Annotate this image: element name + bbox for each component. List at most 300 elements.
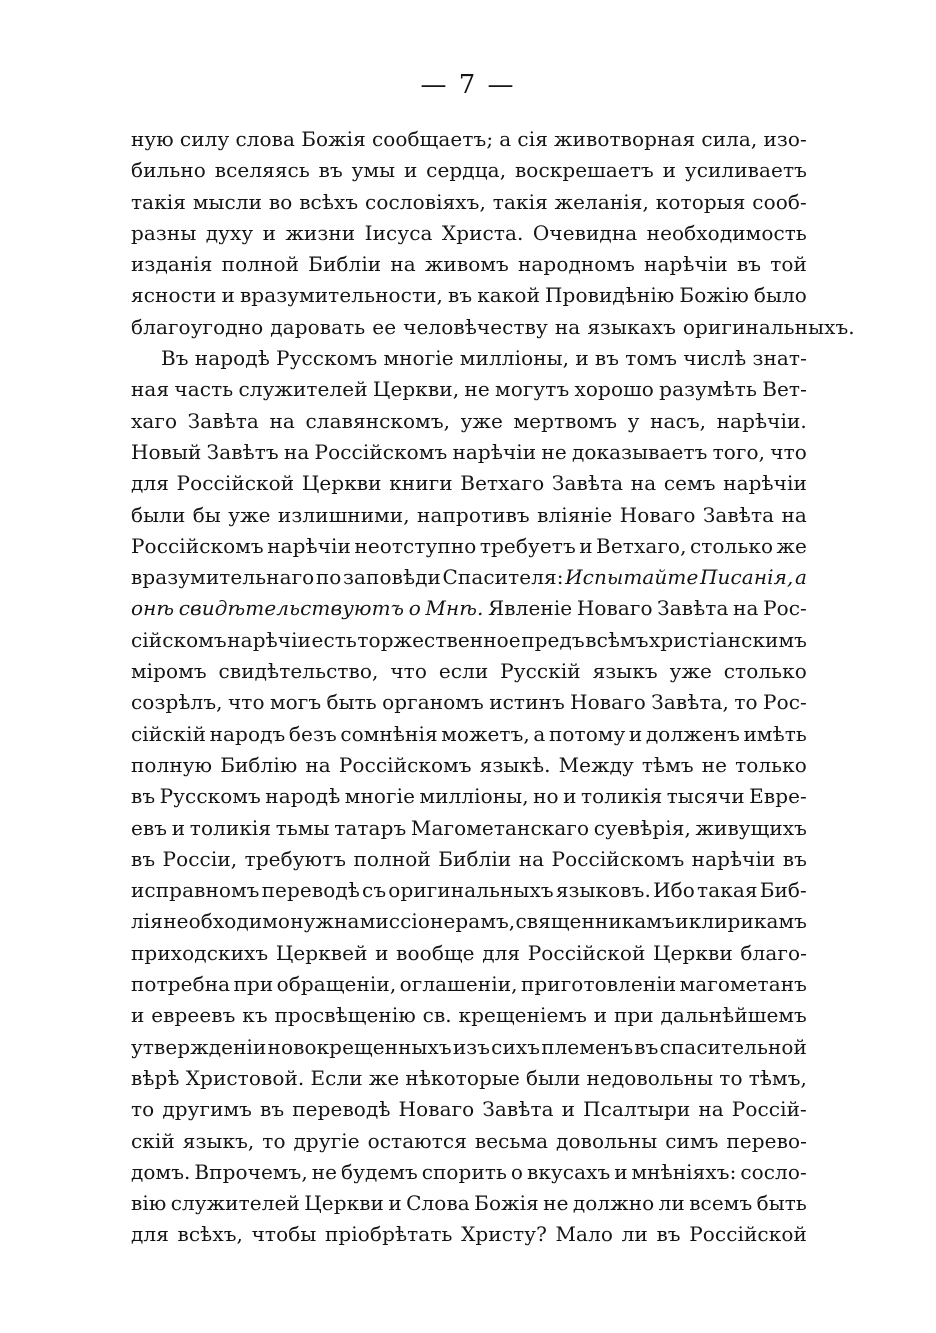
word: оригинальныхъ. (682, 314, 855, 339)
word: мнѣніяхъ: (631, 1159, 737, 1184)
word: сердца, (426, 158, 507, 183)
word: напротивъ (417, 502, 530, 527)
word: на (733, 596, 759, 621)
word: даровать (270, 314, 366, 339)
word: христіанскимъ (649, 627, 807, 652)
word: довольны (556, 1128, 658, 1153)
word: какой (477, 283, 540, 308)
word: вліяніе (537, 502, 613, 527)
word: Россійскомъ (131, 533, 264, 558)
word: не (464, 377, 490, 402)
word: свидѣтельствуютъ (178, 596, 405, 621)
word: у (627, 408, 640, 433)
word: Ветхаго (460, 471, 545, 496)
word: а (533, 721, 546, 746)
text-line (131, 1000, 807, 1031)
word: Христа. (441, 220, 524, 245)
word: вразумительнаго (131, 565, 315, 590)
word: ную (131, 127, 174, 151)
text-line (131, 531, 807, 562)
word: на (518, 846, 545, 871)
word: требуетъ (479, 533, 576, 558)
word: домъ. (131, 1159, 191, 1184)
word: что (390, 659, 427, 684)
word: миссіонерамъ, (359, 909, 516, 934)
word: на (305, 752, 331, 777)
word: а (794, 565, 807, 590)
word: Божія (474, 1191, 539, 1216)
word: сія (517, 127, 548, 151)
word: на (630, 471, 657, 496)
word: благо- (740, 940, 807, 965)
word: и (262, 220, 277, 245)
word: евреевъ (151, 1003, 236, 1028)
word: изданія (131, 252, 213, 277)
word: столько (723, 659, 807, 684)
word: Завѣта (187, 408, 259, 433)
word: и (662, 158, 677, 183)
word: заповѣди (343, 565, 441, 590)
word: Библіи (438, 846, 512, 871)
word: Ибо (653, 878, 695, 903)
word: для (482, 940, 521, 965)
word: были (131, 502, 186, 527)
word: хаго (131, 408, 178, 433)
text-line (131, 719, 807, 750)
word: милліоны, (459, 346, 570, 371)
word: вѣрѣ (131, 1065, 180, 1090)
word: было (753, 283, 807, 308)
word: на (390, 252, 416, 277)
text-line (131, 1219, 807, 1250)
word: нарѣчіи (691, 846, 776, 871)
page-number: — 7 — (420, 70, 516, 100)
word: въ (131, 784, 156, 809)
word: не (701, 752, 728, 777)
word: и (171, 815, 186, 840)
text-line (131, 844, 807, 875)
word: языковъ. (555, 878, 651, 903)
word: въ (736, 252, 762, 277)
word: Магометанскаго (410, 815, 590, 840)
word: неотступно (354, 533, 477, 558)
word: Библію (220, 752, 298, 777)
text-line (131, 187, 807, 218)
word: есть (311, 627, 357, 652)
word: Россіи, (162, 846, 238, 871)
text-line (131, 124, 807, 155)
word: той (770, 252, 807, 277)
word: полной (221, 252, 300, 277)
word: Новый (131, 439, 202, 464)
word: сословіяхъ, (365, 189, 486, 214)
word: Христу? (461, 1222, 547, 1247)
text-line (131, 406, 807, 437)
word: языкъ (592, 659, 658, 684)
word: на (698, 1097, 724, 1122)
word: разны (131, 220, 197, 245)
word: мысли (192, 189, 263, 214)
word: Вет- (762, 377, 807, 402)
word: разумѣть (659, 377, 757, 402)
text-line (131, 969, 807, 1000)
word: священникамъ (515, 909, 675, 934)
word: Божія (301, 127, 366, 151)
word: весьма (474, 1128, 549, 1153)
text-line (131, 1126, 807, 1157)
word: Ветхаго, (596, 533, 687, 558)
word: Россійскомъ (338, 752, 472, 777)
word: перево- (726, 1128, 807, 1153)
word: можетъ, (441, 721, 530, 746)
word: дальнѣйшемъ (660, 1003, 807, 1028)
word: доказываетъ (571, 439, 708, 464)
word: сила, (701, 127, 758, 151)
word: служителей (170, 1191, 300, 1216)
word: часть (174, 377, 234, 402)
word: въ (318, 158, 343, 183)
text-line (131, 468, 807, 499)
word: новокрещенныхъ (267, 1034, 452, 1059)
word: на (269, 408, 295, 433)
word: усиливаетъ (684, 158, 807, 183)
word: то (262, 1128, 286, 1153)
word: языкъ, (182, 1128, 255, 1153)
word: нарѣчіи (267, 533, 351, 558)
text-line (131, 218, 807, 249)
word: евъ (131, 815, 168, 840)
word: безъ (288, 721, 337, 746)
word: то (719, 1065, 743, 1090)
word: народъ (209, 721, 286, 746)
word: тысячи (666, 784, 745, 809)
word: крещеніемъ (458, 1003, 587, 1028)
word: нужна (290, 909, 360, 934)
word: просвѣщенію (274, 1003, 416, 1028)
word: и (563, 784, 577, 809)
word: того, (712, 439, 766, 464)
word: истинъ (489, 690, 565, 715)
word: Русскомъ (159, 784, 261, 809)
word: предъ (521, 627, 585, 652)
word: Завѣта (551, 471, 624, 496)
word: для (131, 1222, 169, 1247)
word: при (613, 1003, 654, 1028)
word: органомъ (382, 690, 484, 715)
word: ее (372, 314, 397, 339)
word: могъ (269, 690, 322, 715)
word: Завѣта (482, 1097, 554, 1122)
word: всемъ (689, 1191, 753, 1216)
word: сихъ (491, 1034, 541, 1059)
word: вію (131, 1191, 167, 1216)
word: Завѣта (657, 596, 729, 621)
word: могутъ (495, 377, 570, 402)
word: же (776, 533, 807, 558)
word: изо- (763, 127, 807, 151)
word: Россійской (527, 940, 646, 965)
text-line (131, 687, 807, 718)
word: знат- (752, 346, 807, 371)
text-line (131, 1063, 807, 1094)
word: Церкви (304, 1191, 384, 1216)
word: благоугодно (131, 314, 264, 339)
word: Церкви (301, 471, 382, 496)
word: лія (131, 909, 164, 934)
word: народѣ (265, 784, 341, 809)
word: Новаго (570, 690, 646, 715)
word: такія (131, 189, 187, 214)
word: толикія (189, 815, 272, 840)
word: необходимо (163, 909, 291, 934)
word: языкѣ. (479, 752, 551, 777)
word: то (734, 690, 758, 715)
word: и (388, 1191, 402, 1216)
word: тѣмъ (641, 752, 694, 777)
word: жизни (285, 220, 356, 245)
word: Псалтыри (583, 1097, 691, 1122)
word: при (233, 972, 274, 997)
word: Провидѣнію (545, 283, 675, 308)
text-line (131, 249, 807, 280)
word: другимъ (162, 1097, 253, 1122)
word: что (227, 690, 265, 715)
word: вселяясь (214, 158, 310, 183)
word: сійскій (131, 721, 207, 746)
word: торжественное (357, 627, 521, 652)
text-line (131, 625, 807, 656)
word: ли (658, 1191, 685, 1216)
word: излишними, (277, 502, 410, 527)
word: о (408, 596, 421, 621)
word: Россійской (689, 1222, 807, 1247)
word: нарѣчіи (723, 471, 807, 496)
word: языкахъ (587, 314, 676, 339)
word: нѣкоторые (405, 1065, 520, 1090)
word: уже (228, 502, 271, 527)
word: Биб- (759, 878, 807, 903)
text-line (131, 875, 807, 906)
word: Явленіе (488, 596, 573, 621)
word: въ (634, 1034, 659, 1059)
word: въ (260, 1097, 285, 1122)
text-line (131, 343, 807, 374)
word: ная (131, 377, 170, 402)
word: числѣ (683, 346, 747, 371)
word: живомъ (424, 252, 509, 277)
word: Россійскомъ (551, 846, 685, 871)
word: уже (669, 659, 712, 684)
word: и (628, 721, 643, 746)
word: Россійской (176, 471, 295, 496)
word: Впрочемъ, (194, 1159, 308, 1184)
word: насъ, (650, 408, 707, 433)
word: Мало (555, 1222, 614, 1247)
word: во (268, 189, 293, 214)
text-line (131, 906, 807, 937)
text-line (131, 1157, 807, 1188)
word: нарѣчіи. (716, 408, 807, 433)
word: Библіи (308, 252, 382, 277)
word: слова (235, 127, 296, 151)
word: бильно (131, 158, 206, 183)
word: которыя (655, 189, 746, 214)
word: оглашеніи, (399, 972, 518, 997)
word: Въ (161, 346, 189, 371)
word: нарѣчіи (452, 439, 537, 464)
word: сійскомъ (131, 627, 227, 652)
word: въ (594, 346, 620, 371)
word: вообще (396, 940, 475, 965)
word: Іисуса (364, 220, 433, 245)
word: міромъ (131, 659, 207, 684)
text-line (131, 155, 807, 186)
word: Рос- (763, 596, 807, 621)
word: переводѣ (261, 878, 360, 903)
word: толикія (580, 784, 663, 809)
word: славянскомъ, (305, 408, 451, 433)
word: быть (756, 1191, 807, 1216)
word: не (311, 1159, 338, 1184)
word: мертвомъ (513, 408, 618, 433)
word: пріобрѣтать (324, 1222, 453, 1247)
word: Россій- (731, 1097, 807, 1122)
word: татаръ (334, 815, 407, 840)
word: такая (697, 878, 758, 903)
word: быть (326, 690, 377, 715)
word: Мнѣ. (425, 596, 484, 621)
word: недовольны (586, 1065, 714, 1090)
word: же (368, 1065, 400, 1090)
word: сооб- (752, 189, 807, 214)
word: Церквей (275, 940, 368, 965)
word: Испытайте (565, 565, 699, 590)
word: что (770, 439, 807, 464)
word: животворная (554, 127, 696, 151)
word: только (735, 752, 807, 777)
word: скій (131, 1128, 175, 1153)
word: томъ (625, 346, 678, 371)
word: обращеніи, (276, 972, 397, 997)
word: Если (310, 1065, 363, 1090)
word: Церкви (653, 940, 733, 965)
word: не (543, 1191, 569, 1216)
body-text (131, 124, 855, 1251)
word: Церкви, (372, 377, 460, 402)
word: Божію (679, 283, 749, 308)
word: живущихъ (695, 815, 807, 840)
word: св. (422, 1003, 452, 1028)
word: и (614, 1159, 628, 1184)
word: семъ (663, 471, 716, 496)
word: столько (689, 533, 774, 558)
word: на (781, 502, 807, 527)
word: на (283, 439, 310, 464)
word: Очевидна (532, 220, 638, 245)
text-line (131, 656, 807, 687)
word: Завѣта, (651, 690, 730, 715)
text-line (131, 1188, 807, 1219)
word: въ (656, 1222, 681, 1247)
word: созрѣлъ, (131, 690, 223, 715)
word: если (438, 659, 489, 684)
text-line (131, 374, 807, 405)
word: должно (572, 1191, 655, 1216)
word: исправномъ (131, 878, 260, 903)
word: многіе (383, 346, 454, 371)
word: въ (448, 283, 473, 308)
word: нарѣчіи (227, 627, 312, 652)
word: сообщаетъ; (371, 127, 494, 151)
word: и (675, 909, 689, 934)
text-line (131, 562, 807, 593)
word: суевѣрія, (593, 815, 691, 840)
word: всѣхъ, (177, 1222, 243, 1247)
word: Евре- (749, 784, 807, 809)
word: и (561, 1097, 576, 1122)
word: Рос- (763, 690, 807, 715)
word: въ (131, 846, 156, 871)
word: всѣхъ (299, 189, 359, 214)
word: остаются (367, 1128, 467, 1153)
word: уже (460, 408, 503, 433)
word: ли (621, 1222, 648, 1247)
word: Писанія, (699, 565, 794, 590)
word: онѣ (131, 596, 175, 621)
word: Завѣтъ (206, 439, 279, 464)
word: Слова (406, 1191, 470, 1216)
word: въ (782, 846, 807, 871)
word: племенъ (541, 1034, 634, 1059)
word: были (526, 1065, 581, 1090)
word: съ (362, 878, 387, 903)
word: и (579, 533, 593, 558)
word: и (593, 1003, 608, 1028)
word: желанія, (554, 189, 649, 214)
word: имѣть (743, 721, 807, 746)
word: необходимость (646, 220, 807, 245)
word: милліоны, (419, 784, 529, 809)
word: Новаго (398, 1097, 475, 1122)
word: народѣ (194, 346, 270, 371)
word: клирикамъ (688, 909, 807, 934)
word: и (221, 283, 235, 308)
word: полную (131, 752, 213, 777)
word: Завѣта (702, 502, 775, 527)
word: такія (492, 189, 548, 214)
word: оригинальныхъ (388, 878, 554, 903)
word: будемъ (340, 1159, 418, 1184)
word: нарѣчіи (644, 252, 728, 277)
word: бы (192, 502, 221, 527)
word: требуютъ (244, 846, 347, 871)
word: служителей (238, 377, 368, 402)
word: Новаго (576, 596, 653, 621)
text-line (131, 1094, 807, 1125)
word: приходскихъ (131, 940, 269, 965)
word: по (315, 565, 342, 590)
word: потому (548, 721, 626, 746)
word: вразумительности, (239, 283, 444, 308)
word: Русскомъ (276, 346, 378, 371)
word: о (510, 1159, 524, 1184)
word: всѣмъ (585, 627, 649, 652)
word: и (575, 346, 589, 371)
word: и (403, 158, 418, 183)
word: изъ (452, 1034, 491, 1059)
word: потребна (131, 972, 231, 997)
word: не (541, 439, 567, 464)
